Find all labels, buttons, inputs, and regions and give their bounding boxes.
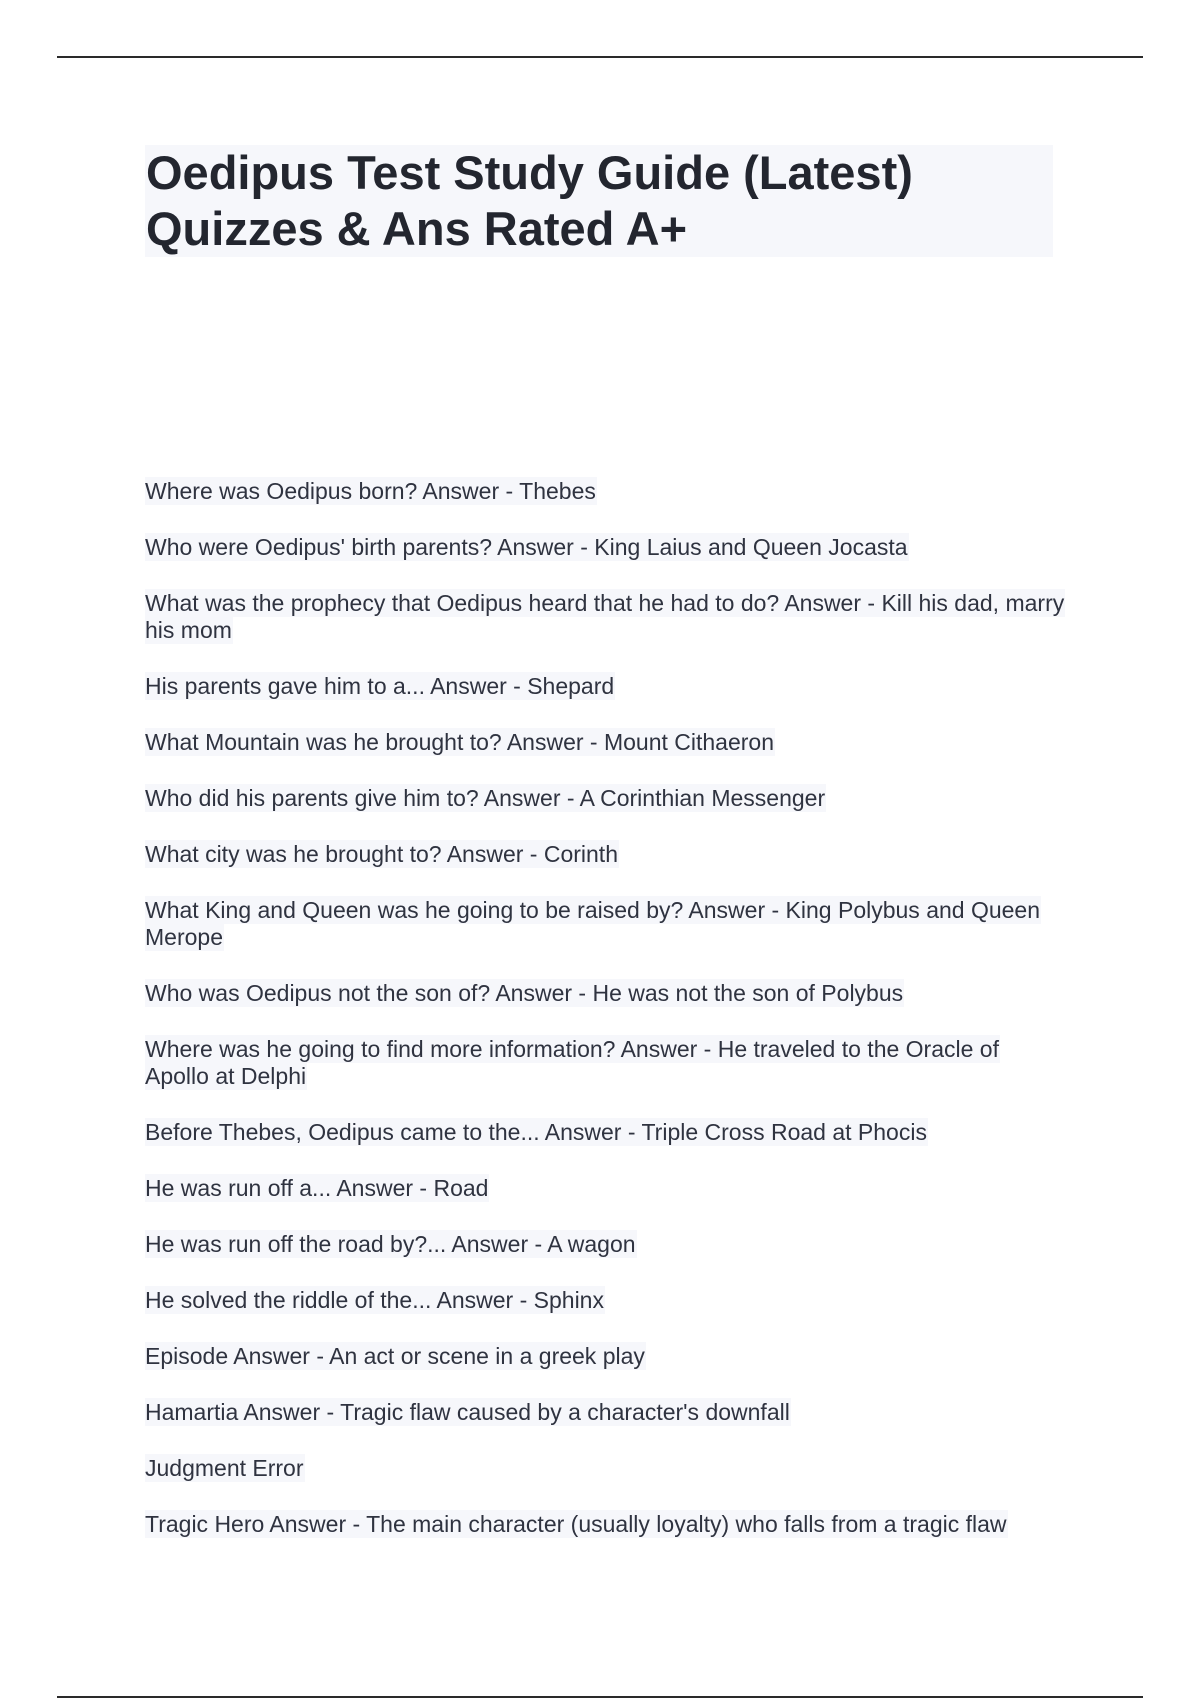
qa-item — [145, 1511, 1065, 1538]
qa-item — [145, 1119, 1065, 1146]
qa-text: Tragic Hero Answer - The main character (usually loyalty) who falls from a tragic flaw — [145, 1511, 1007, 1537]
qa-item — [145, 478, 1065, 505]
qa-item — [145, 729, 1065, 756]
qa-text: Judgment Error — [145, 1455, 304, 1481]
qa-item — [145, 1399, 1065, 1426]
qa-text: Hamartia Answer - Tragic flaw caused by a character's downfall — [145, 1399, 790, 1425]
qa-text: Where was Oedipus born? Answer - Thebes — [145, 478, 596, 504]
qa-text: Episode Answer - An act or scene in a greek play — [145, 1343, 645, 1369]
qa-item — [145, 1036, 1065, 1090]
footer-rule — [57, 1696, 1143, 1698]
qa-text: Who did his parents give him to? Answer - A Corinthian Messenger — [145, 785, 826, 811]
qa-list — [145, 478, 1065, 1567]
qa-item — [145, 590, 1065, 644]
qa-text: He solved the riddle of the... Answer - Sphinx — [145, 1287, 604, 1313]
qa-item — [145, 841, 1065, 868]
qa-text: Before Thebes, Oedipus came to the... Answer - Triple Cross Road at Phocis — [145, 1119, 927, 1145]
qa-item — [145, 1175, 1065, 1202]
qa-text: Who were Oedipus' birth parents? Answer - King Laius and Queen Jocasta — [145, 534, 908, 560]
qa-text: His parents gave him to a... Answer - Shepard — [145, 673, 615, 699]
qa-item — [145, 673, 1065, 700]
qa-item — [145, 785, 1065, 812]
qa-text: He was run off a... Answer - Road — [145, 1175, 489, 1201]
qa-item — [145, 897, 1065, 951]
qa-text: What was the prophecy that Oedipus heard that he had to do? Answer - Kill his dad, marry his mom — [145, 590, 1065, 643]
qa-item — [145, 1231, 1065, 1258]
document-title — [145, 145, 1053, 257]
title-line-1: Oedipus Test Study Guide (Latest) — [146, 146, 913, 199]
qa-text: What city was he brought to? Answer - Corinth — [145, 841, 618, 867]
qa-item — [145, 980, 1065, 1007]
qa-text: Who was Oedipus not the son of? Answer - He was not the son of Polybus — [145, 980, 904, 1006]
qa-item — [145, 1343, 1065, 1370]
qa-item — [145, 534, 1065, 561]
title-line-2: Quizzes & Ans Rated A+ — [146, 202, 688, 255]
qa-text: What Mountain was he brought to? Answer - Mount Cithaeron — [145, 729, 775, 755]
header-rule — [57, 56, 1143, 58]
qa-text: He was run off the road by?... Answer - A wagon — [145, 1231, 636, 1257]
qa-item — [145, 1455, 1065, 1482]
qa-text: What King and Queen was he going to be raised by? Answer - King Polybus and Queen Merope — [145, 897, 1041, 950]
qa-item — [145, 1287, 1065, 1314]
qa-text: Where was he going to find more information? Answer - He traveled to the Oracle of Apollo at Delphi — [145, 1036, 999, 1089]
